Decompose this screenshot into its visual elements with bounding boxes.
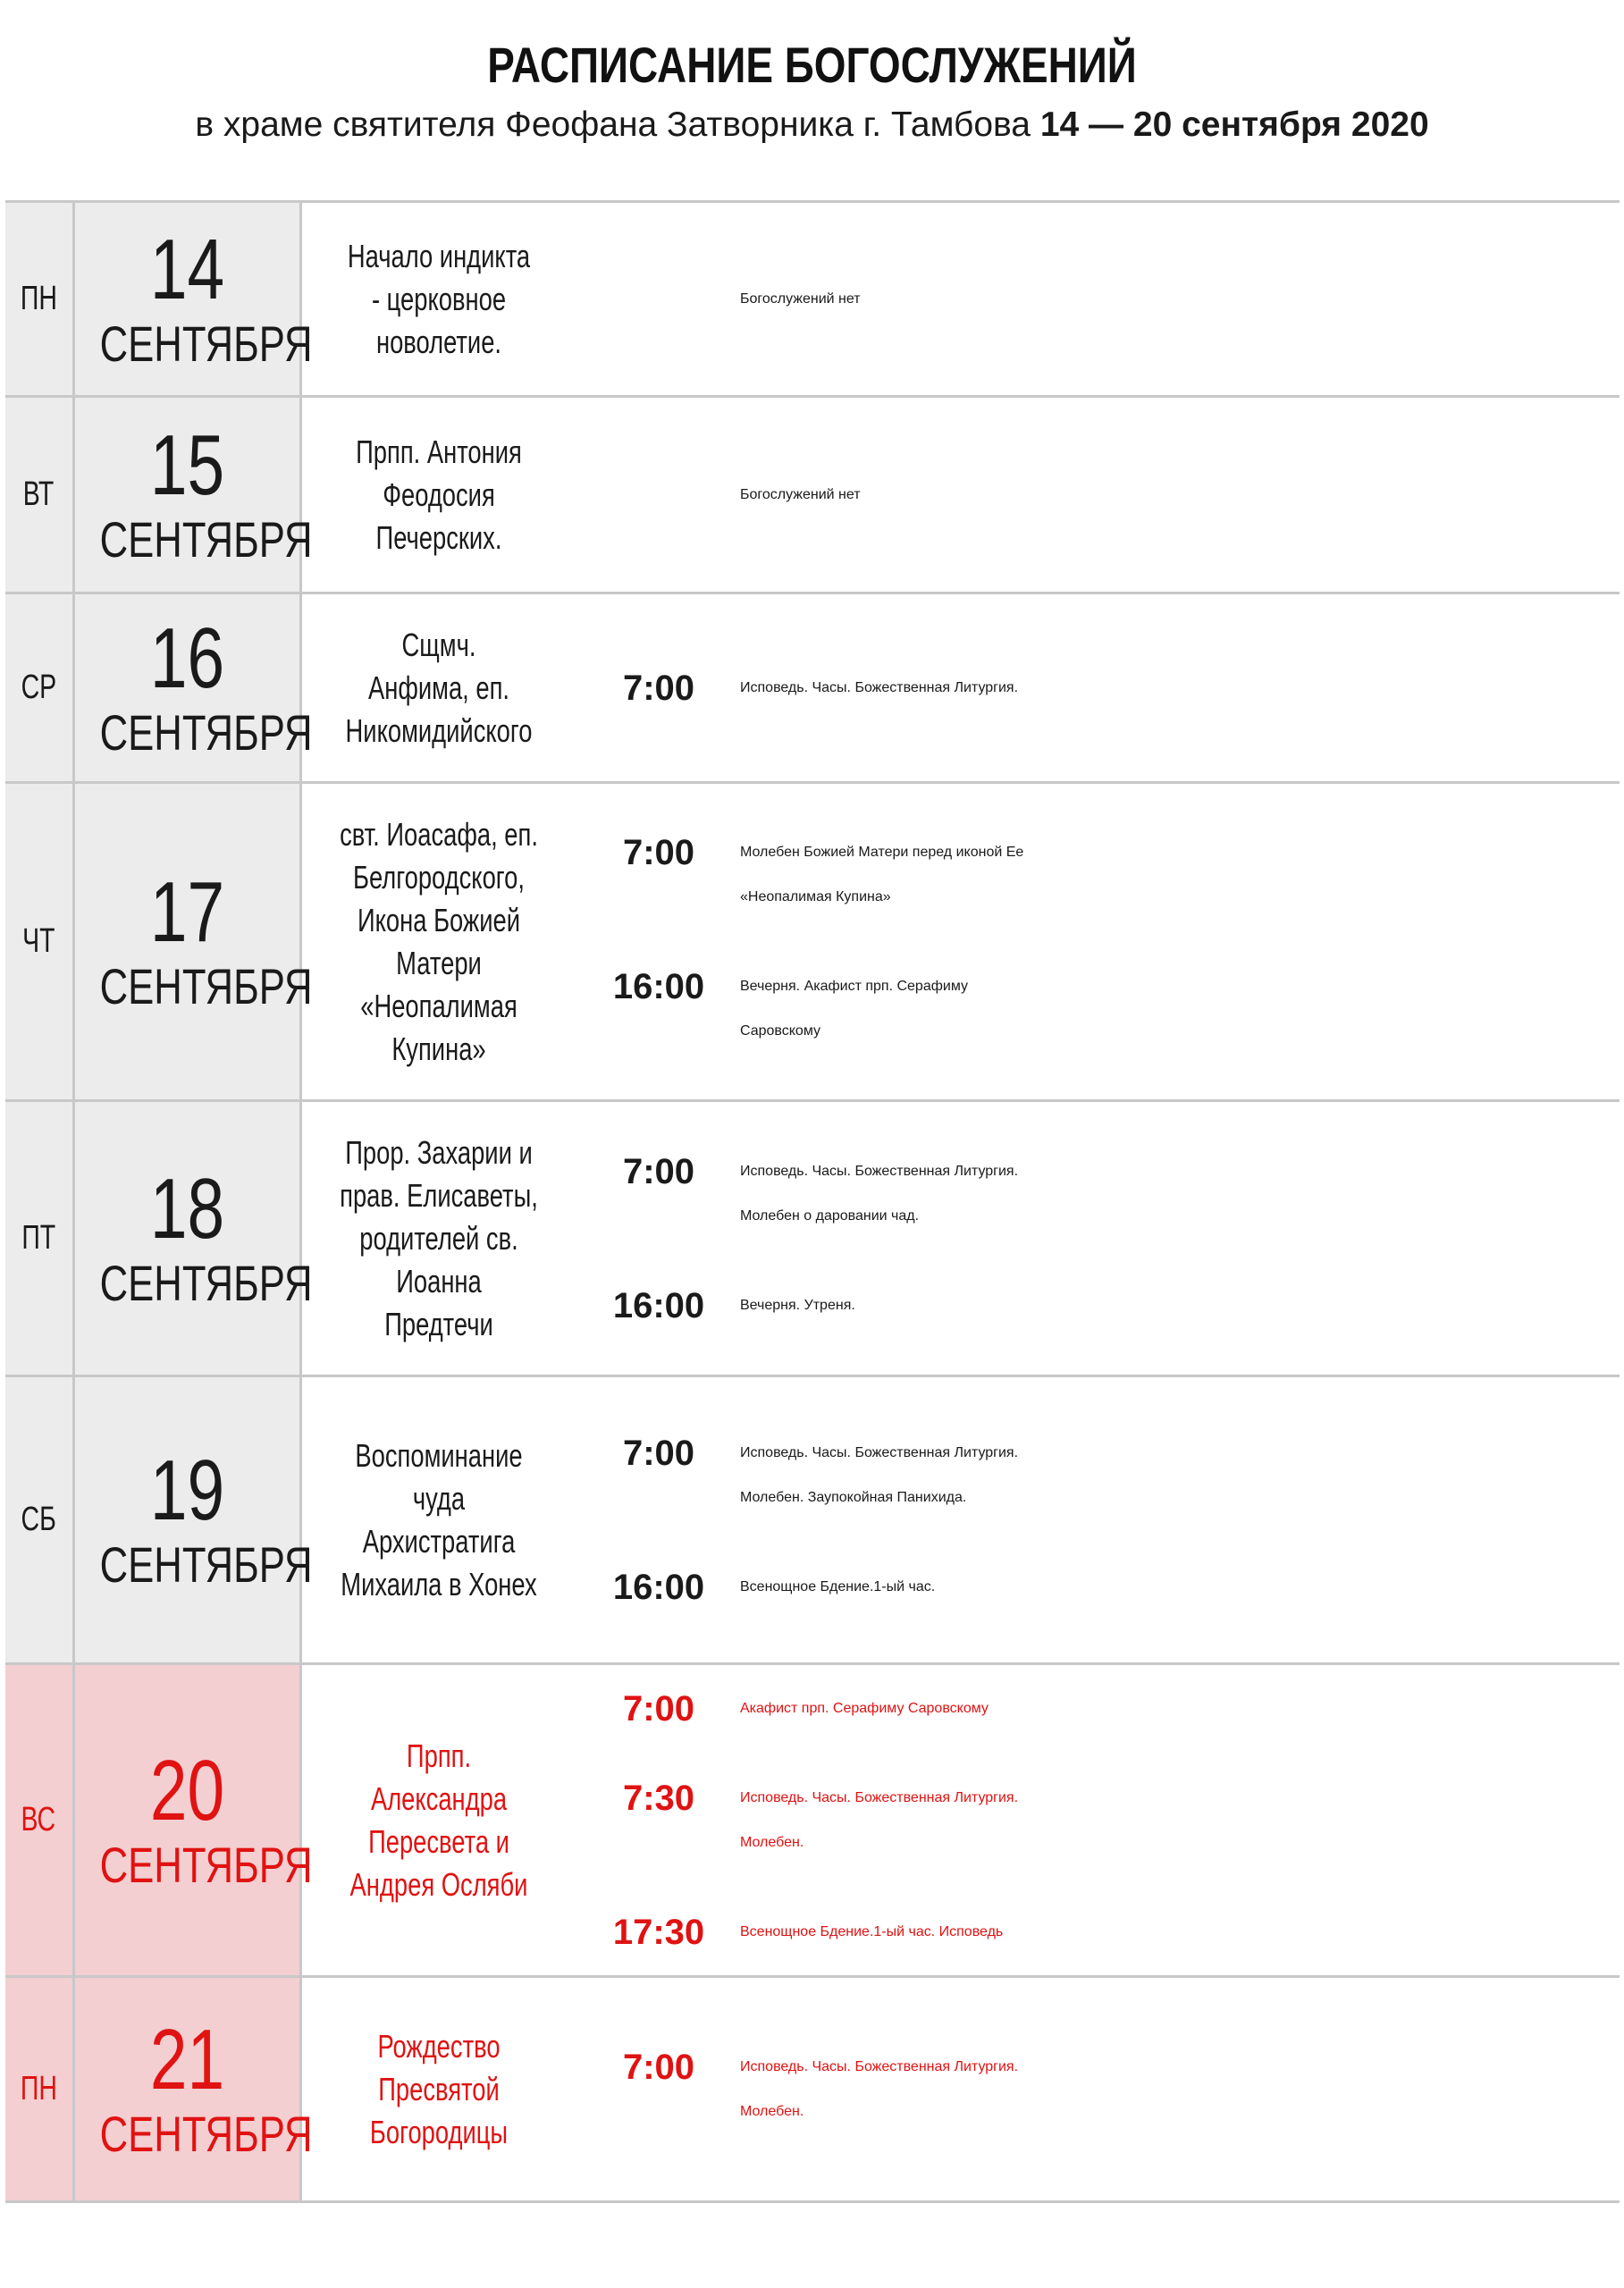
saint-cell	[300, 1977, 583, 2202]
service-description-line: Молебен.	[740, 2103, 804, 2119]
saint-line: Андрея Осляби	[349, 1865, 527, 1903]
saint-text	[309, 235, 568, 364]
service-description-line: Исповедь. Часы. Божественная Литургия.	[740, 679, 1019, 695]
service-time: 7:00	[622, 1433, 695, 1473]
saint-line: Прпп. Антония	[355, 433, 522, 470]
date-cell	[73, 1977, 312, 2202]
date-cell	[73, 783, 312, 1101]
service-entry	[583, 2045, 1620, 2134]
saint-line: Матери	[395, 944, 482, 981]
page-subtitle	[0, 105, 1624, 145]
date-cell	[73, 593, 312, 783]
saint-cell	[300, 593, 583, 783]
service-time: 7:30	[622, 1778, 695, 1818]
saint-line: Феодосия	[382, 475, 495, 513]
services-list	[583, 830, 1620, 1054]
services-cell	[583, 1664, 1620, 1977]
saint-line: Никомидийского	[345, 711, 532, 749]
service-entry	[583, 964, 1620, 1054]
service-description-line: Акафист прп. Серафиму Саровскому	[740, 1700, 989, 1716]
weekday-label: СБ	[21, 1501, 56, 1538]
day-row	[5, 1376, 1620, 1664]
day-row	[5, 783, 1620, 1101]
saint-cell	[300, 1664, 583, 1977]
services-list	[583, 666, 1620, 711]
saint-line: - церковное	[371, 280, 506, 317]
schedule-body	[5, 202, 1620, 2202]
service-description-line: Молебен о даровании чад.	[740, 1207, 920, 1224]
service-entry	[583, 277, 1620, 322]
date-month: СЕНТЯБРЯ	[99, 1254, 312, 1311]
service-time: 7:00	[622, 2047, 695, 2087]
services-cell	[583, 1376, 1620, 1664]
day-row	[5, 202, 1620, 397]
service-entry	[583, 1283, 1620, 1328]
service-description-line: Молебен Божией Матери перед иконой Ее	[740, 844, 1024, 860]
date-month: СЕНТЯБРЯ	[99, 1836, 312, 1893]
saint-cell	[300, 202, 583, 397]
saint-text	[309, 2025, 568, 2154]
date-day-number: 17	[149, 863, 224, 960]
service-time: 7:00	[622, 1151, 695, 1191]
services-list	[583, 1687, 1620, 1955]
saint-cell	[300, 1376, 583, 1664]
saint-cell	[300, 783, 583, 1101]
services-cell	[583, 783, 1620, 1101]
saint-line: Рождество	[376, 2027, 501, 2065]
date-cell	[73, 202, 312, 397]
weekday-label: ВТ	[22, 475, 55, 513]
service-time: 16:00	[612, 1567, 705, 1607]
saint-line: Пресвятой	[377, 2070, 500, 2107]
saint-text	[309, 1735, 568, 1906]
saint-line: Белгородского,	[352, 858, 525, 896]
weekday-label: ПН	[20, 280, 57, 317]
saint-line: Иоанна	[395, 1262, 482, 1300]
date-month: СЕНТЯБРЯ	[99, 703, 312, 761]
service-description-line: Вечерня. Акафист прп. Серафиму	[740, 978, 969, 994]
service-entry	[583, 1910, 1620, 1955]
service-description	[735, 1283, 1620, 1328]
services-list	[583, 277, 1620, 322]
saint-line: Анфима, еп.	[367, 669, 509, 706]
service-description	[735, 1565, 1620, 1610]
schedule-table	[5, 200, 1620, 2203]
date-day-number: 15	[149, 416, 224, 513]
saint-line: Михаила в Хонех	[340, 1565, 537, 1602]
service-description-line: Всенощное Бдение.1-ый час. Исповедь	[740, 1923, 1004, 1939]
service-description-line: Молебен. Заупокойная Панихида.	[740, 1489, 967, 1505]
saint-line: Александра	[370, 1779, 507, 1817]
service-description-line: Вечерня. Утреня.	[740, 1297, 855, 1313]
date-cell	[73, 1101, 312, 1376]
services-list	[583, 2045, 1620, 2134]
date-month: СЕНТЯБРЯ	[99, 510, 312, 568]
service-description-line: Богослужений нет	[740, 486, 861, 502]
service-description	[735, 1776, 1620, 1865]
services-list	[583, 1149, 1620, 1328]
service-time: 7:00	[622, 668, 695, 708]
service-time: 7:00	[622, 832, 695, 872]
service-entry	[583, 1565, 1620, 1610]
service-time: 17:30	[612, 1912, 705, 1952]
service-entry	[583, 1687, 1620, 1731]
service-description	[735, 473, 1620, 517]
weekday-cell	[5, 593, 73, 783]
day-row	[5, 1664, 1620, 1977]
date-month: СЕНТЯБРЯ	[99, 2105, 312, 2162]
page-title: РАСПИСАНИЕ БОГОСЛУЖЕНИЙ	[487, 37, 1137, 93]
saint-text	[309, 624, 568, 753]
date-day-number: 21	[149, 2011, 224, 2107]
saint-text	[309, 1434, 568, 1606]
service-description-line: Всенощное Бдение.1-ый час.	[740, 1578, 936, 1594]
service-description-line: «Неопалимая Купина»	[740, 888, 891, 904]
date-month: СЕНТЯБРЯ	[99, 957, 312, 1014]
weekday-label: ПН	[20, 2070, 57, 2107]
date-month: СЕНТЯБРЯ	[99, 315, 312, 372]
saint-line: Прпп.	[406, 1737, 471, 1774]
service-description-line: Исповедь. Часы. Божественная Литургия.	[740, 2058, 1019, 2074]
weekday-cell	[5, 1977, 73, 2202]
service-entry	[583, 1431, 1620, 1520]
saint-line: Богородицы	[369, 2113, 508, 2150]
date-day-number: 18	[149, 1160, 224, 1257]
service-time: 7:00	[622, 1688, 695, 1729]
saint-line: Сщмч.	[401, 626, 475, 663]
saint-line: Печерских.	[375, 518, 501, 556]
services-list	[583, 473, 1620, 517]
saint-line: «Неопалимая	[359, 987, 517, 1024]
saint-line: Воспоминание	[354, 1436, 523, 1474]
saint-line: Купина»	[391, 1030, 486, 1067]
day-row	[5, 1977, 1620, 2202]
service-description	[735, 1431, 1620, 1520]
date-cell	[73, 1376, 312, 1664]
date-day-number: 19	[149, 1442, 224, 1538]
service-entry	[583, 666, 1620, 711]
service-description	[735, 666, 1620, 711]
saint-line: чуда	[412, 1479, 465, 1517]
weekday-cell	[5, 202, 73, 397]
weekday-label: ПТ	[21, 1219, 56, 1257]
saint-text	[309, 431, 568, 559]
saint-line: Прор. Захарии и	[344, 1133, 533, 1171]
date-day-number: 16	[149, 610, 224, 706]
weekday-label: ЧТ	[22, 922, 55, 960]
saint-line: Пересвета и	[367, 1822, 509, 1860]
weekday-label: ВС	[21, 1801, 56, 1838]
weekday-cell	[5, 1101, 73, 1376]
services-cell	[583, 397, 1620, 593]
service-description-line: Саровскому	[740, 1022, 821, 1039]
services-cell	[583, 1977, 1620, 2202]
saint-line: прав. Елисаветы,	[339, 1176, 538, 1214]
services-cell	[583, 593, 1620, 783]
service-entry	[583, 1149, 1620, 1239]
saint-line: новолетие.	[375, 323, 501, 360]
service-entry	[583, 473, 1620, 517]
service-description	[735, 277, 1620, 322]
weekday-cell	[5, 1376, 73, 1664]
date-day-number: 14	[149, 221, 224, 317]
service-description	[735, 1910, 1620, 1955]
services-list	[583, 1431, 1620, 1610]
date-cell	[73, 397, 312, 593]
service-entry	[583, 1776, 1620, 1865]
day-row	[5, 397, 1620, 593]
day-row	[5, 1101, 1620, 1376]
services-cell	[583, 202, 1620, 397]
service-description-line: Молебен.	[740, 1834, 804, 1850]
saint-cell	[300, 397, 583, 593]
weekday-cell	[5, 1664, 73, 1977]
subtitle-dates: 14 — 20 сентября 2020	[1039, 105, 1429, 144]
service-time: 16:00	[612, 966, 705, 1006]
date-cell	[73, 1664, 312, 1977]
service-entry	[583, 830, 1620, 920]
subtitle-church: в храме святителя Феофана Затворника г. Тамбова	[195, 105, 1031, 144]
service-description-line: Богослужений нет	[740, 290, 861, 307]
day-row	[5, 593, 1620, 783]
service-description	[735, 1149, 1620, 1239]
date-day-number: 20	[149, 1742, 224, 1838]
service-description	[735, 964, 1620, 1054]
saint-text	[309, 813, 568, 1071]
service-description	[735, 830, 1620, 920]
service-description-line: Исповедь. Часы. Божественная Литургия.	[740, 1444, 1019, 1460]
saint-line: родителей св.	[358, 1219, 518, 1257]
saint-line: Начало индикта	[347, 237, 530, 274]
date-month: СЕНТЯБРЯ	[99, 1535, 312, 1593]
service-description-line: Исповедь. Часы. Божественная Литургия.	[740, 1789, 1019, 1805]
service-time: 16:00	[612, 1285, 705, 1325]
service-description-line: Исповедь. Часы. Божественная Литургия.	[740, 1163, 1019, 1179]
service-description	[735, 2045, 1620, 2134]
weekday-cell	[5, 397, 73, 593]
services-cell	[583, 1101, 1620, 1376]
service-description	[735, 1687, 1620, 1731]
saint-text	[309, 1131, 568, 1346]
weekday-label: СР	[21, 669, 57, 706]
weekday-cell	[5, 783, 73, 1101]
saint-line: Икона Божией	[357, 901, 520, 938]
saint-line: Архистратига	[362, 1522, 515, 1560]
saint-line: свт. Иоасафа, еп.	[339, 815, 538, 853]
saint-cell	[300, 1101, 583, 1376]
saint-line: Предтечи	[383, 1305, 493, 1342]
